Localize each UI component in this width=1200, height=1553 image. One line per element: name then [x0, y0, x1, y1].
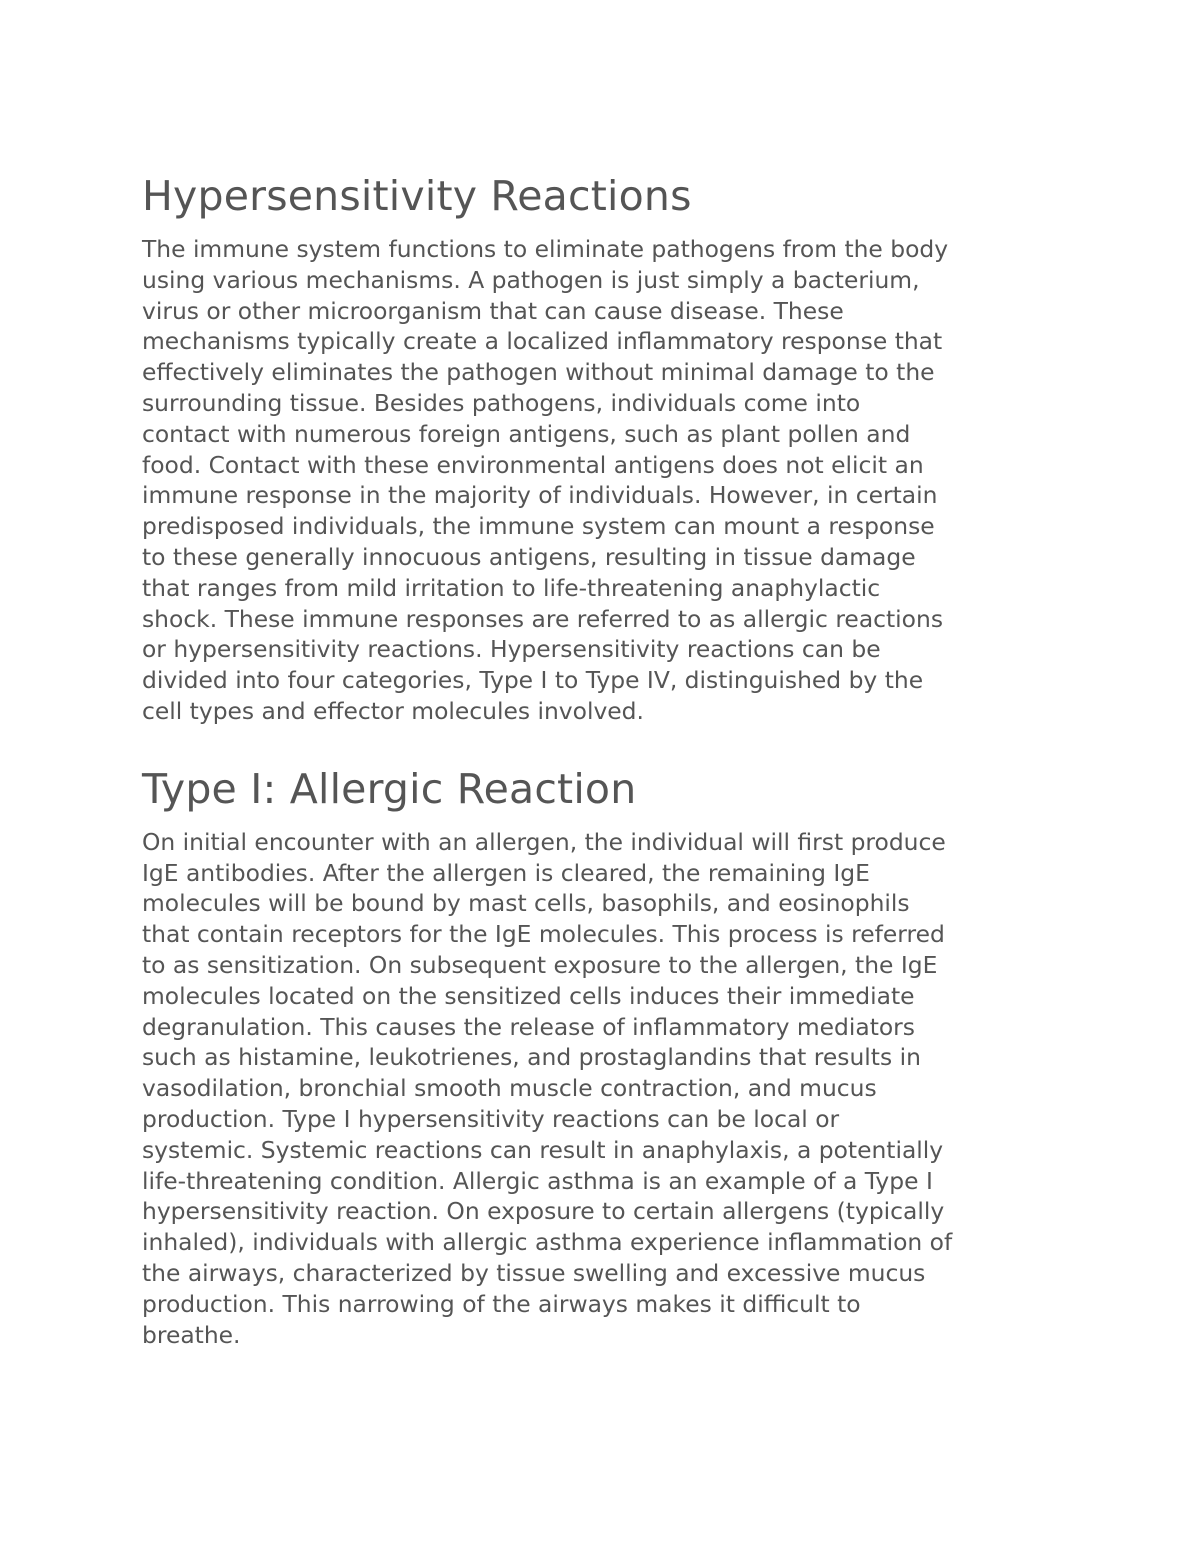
text-line: effectively eliminates the pathogen without minimal damage to the: [142, 358, 935, 387]
text-line: surrounding tissue. Besides pathogens, individuals come into: [142, 388, 861, 417]
text-line: food. Contact with these environmental antigens does not elicit an: [142, 450, 924, 479]
text-line: inhaled), individuals with allergic asthma experience inflammation of: [142, 1228, 953, 1257]
text-line: using various mechanisms. A pathogen is just simply a bacterium,: [142, 265, 920, 294]
text-line: contact with numerous foreign antigens, such as plant pollen and: [142, 419, 911, 448]
text-line: molecules located on the sensitized cells induces their immediate: [142, 981, 915, 1010]
text-line: breathe.: [142, 1320, 241, 1349]
text-line: such as histamine, leukotrienes, and prostaglandins that results in: [142, 1043, 921, 1072]
text-line: IgE antibodies. After the allergen is cleared, the remaining IgE: [142, 858, 870, 887]
text-line: divided into four categories, Type I to Type IV, distinguished by the: [142, 666, 924, 695]
text-line: The immune system functions to eliminate pathogens from the body: [142, 235, 949, 263]
paragraph-type-i: [142, 827, 1072, 1351]
section-spacer: [142, 727, 1072, 761]
document-page: [142, 168, 1072, 1350]
text-line: immune response in the majority of individuals. However, in certain: [142, 481, 938, 510]
text-line: to as sensitization. On subsequent exposure to the allergen, the IgE: [142, 950, 938, 979]
text-line: that contain receptors for the IgE molecules. This process is referred: [142, 920, 945, 949]
text-line: degranulation. This causes the release of inflammatory mediators: [142, 1012, 915, 1041]
text-line: to these generally innocuous antigens, resulting in tissue damage: [142, 542, 916, 571]
text-line: life-threatening condition. Allergic asthma is an example of a Type I: [142, 1166, 933, 1195]
text-line: systemic. Systemic reactions can result in anaphylaxis, a potentially: [142, 1135, 944, 1164]
text-line: the airways, characterized by tissue swelling and excessive mucus: [142, 1258, 926, 1287]
text-line: production. This narrowing of the airways makes it difficult to: [142, 1289, 861, 1318]
text-line: virus or other microorganism that can cause disease. These: [142, 296, 844, 325]
paragraph-intro: [142, 234, 1072, 727]
text-line: hypersensitivity reaction. On exposure to certain allergens (typically: [142, 1197, 945, 1226]
text-line: shock. These immune responses are referred to as allergic reactions: [142, 604, 944, 633]
text-line: mechanisms typically create a localized inflammatory response that: [142, 327, 943, 356]
text-line: predisposed individuals, the immune system can mount a response: [142, 512, 935, 541]
heading-type-i-allergic-reaction: Type I: Allergic Reaction: [142, 764, 637, 813]
text-line: molecules will be bound by mast cells, basophils, and eosinophils: [142, 889, 910, 918]
text-line: that ranges from mild irritation to life-threatening anaphylactic: [142, 573, 881, 602]
text-line: On initial encounter with an allergen, the individual will first produce: [142, 827, 946, 856]
text-line: production. Type I hypersensitivity reactions can be local or: [142, 1104, 840, 1133]
text-line: or hypersensitivity reactions. Hypersensitivity reactions can be: [142, 635, 881, 664]
heading-hypersensitivity-reactions: Hypersensitivity Reactions: [142, 172, 692, 220]
text-line: cell types and effector molecules involved.: [142, 696, 644, 725]
text-line: vasodilation, bronchial smooth muscle contraction, and mucus: [142, 1074, 877, 1103]
